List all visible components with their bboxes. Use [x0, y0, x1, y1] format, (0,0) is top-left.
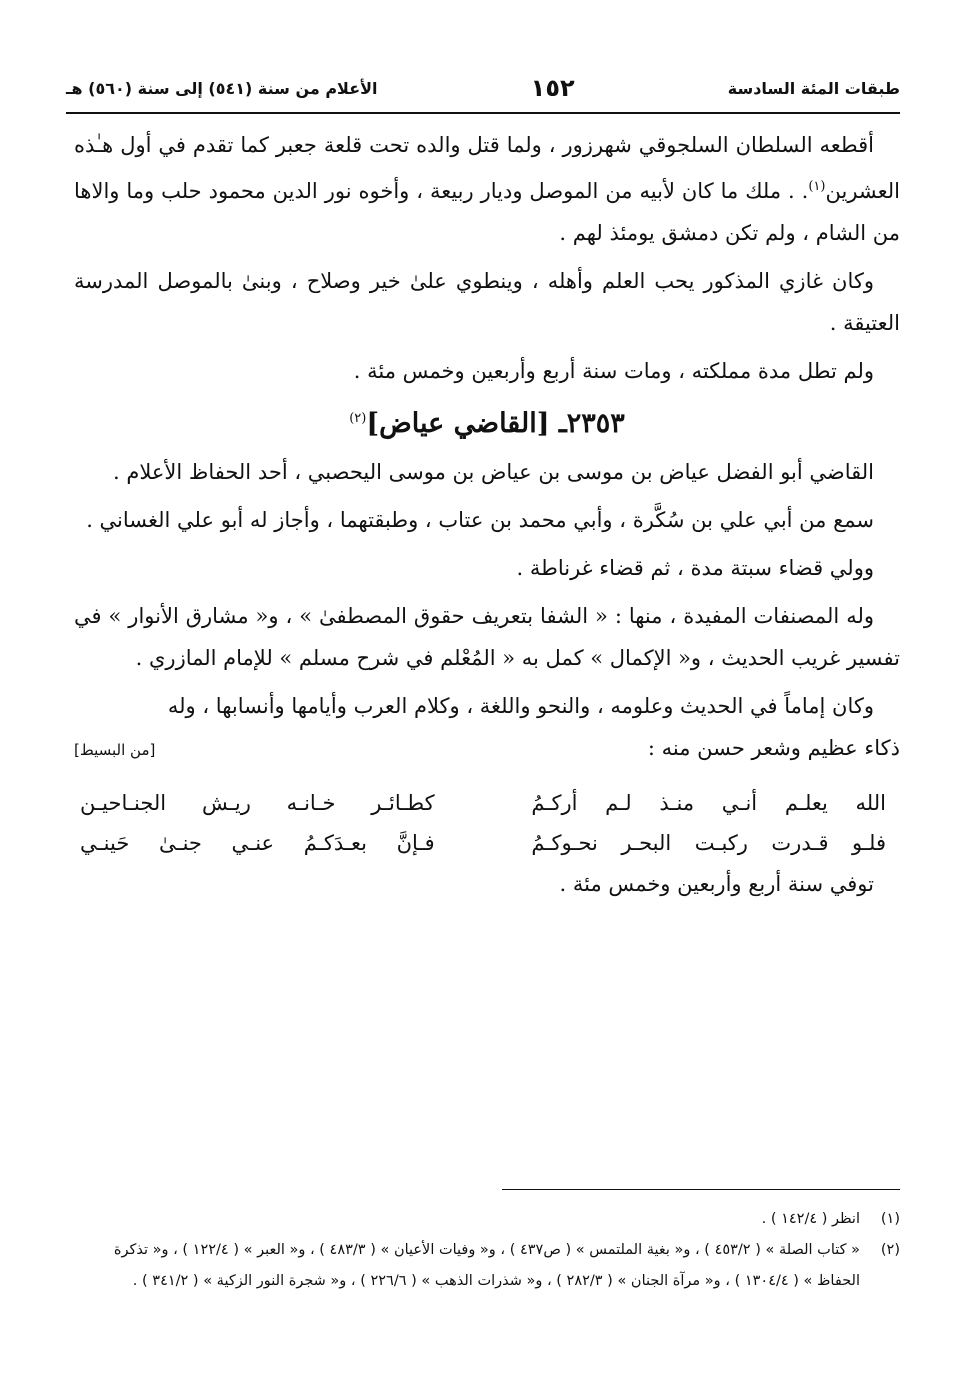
entry-title-text: ٢٣٥٣ـ [القاضي عياض] [366, 408, 625, 439]
header-section-title: طبقات المئة السادسة [727, 78, 900, 98]
paragraph-6: وولي قضاء سبتة مدة ، ثم قضاء غرناطة . [516, 556, 874, 580]
poetic-meter-label: [من البسيط] [74, 741, 156, 759]
first-hemistich: فلـو قـدرت ركبـت البحـر نحـوكـمُ [531, 831, 886, 855]
second-hemistich: كطـائـر خـانـه ريـش الجنـاحيـن [80, 791, 435, 815]
verse-block [74, 783, 900, 863]
paragraph-1-part-a: أقطعه السلطان السلجوقي شهرزور ، ولما قتل والده تحت قلعة جعبر كما تقدم في أول هـٰذه العشرين [74, 133, 900, 203]
header-chapter-range: الأعلام من سنة (٥٤١) إلى سنة (٥٦٠) هـ [66, 78, 378, 98]
paragraph-9: توفي سنة أربع وأربعين وخمس مئة . [559, 872, 874, 896]
footnote-number: (٢) [880, 1242, 900, 1258]
paragraph-5: سمع من أبي علي بن سُكَّرة ، وأبي محمد بن عتاب ، وطبقتهما ، وأجاز له أبو علي الغساني . [86, 508, 874, 532]
first-hemistich: الله يعلـم أنـي منـذ لـم أركـمُ [531, 791, 886, 815]
paragraph-3: ولم تطل مدة مملكته ، ومات سنة أربع وأربعين وخمس مئة . [353, 359, 874, 383]
paragraph-1-part-b: . . ملك ما كان لأبيه من الموصل وديار ربيعة ، وأخوه نور الدين محمود حلب وما والاها من الشام ، ولم تكن دمشق يومئذ لهم . [74, 179, 900, 245]
footnotes [70, 1204, 900, 1297]
verse-intro: ذكاء عظيم وشعر حسن منه : [647, 736, 900, 760]
running-header [66, 72, 900, 104]
footnote-ref-2: (٢) [349, 411, 367, 426]
main-text [74, 124, 900, 911]
footnote [70, 1204, 900, 1235]
entry-title [74, 398, 900, 445]
page-number: ١٥٢ [530, 74, 575, 102]
verse-line [80, 823, 886, 863]
paragraph-8: وكان إماماً في الحديث وعلومه ، والنحو واللغة ، وكلام العرب وأيامها وأنسابها ، وله [167, 694, 874, 718]
header-rule [66, 112, 900, 114]
footnote-number: (١) [880, 1211, 900, 1227]
footnote [70, 1235, 900, 1297]
verse-line [80, 783, 886, 823]
paragraph-4: القاضي أبو الفضل عياض بن موسى بن عياض بن موسى اليحصبي ، أحد الحفاظ الأعلام . [113, 460, 874, 484]
footnote-text: انظر ( ١٤٢/٤ ) . [761, 1211, 860, 1227]
paragraph-7: وله المصنفات المفيدة ، منها : « الشفا بتعريف حقوق المصطفىٰ » ، و« مشارق الأنوار » في تفسير غريب الحديث ، و« الإكمال » كمل به « المُعْلم في شرح مسلم » للإمام المازري . [74, 604, 900, 670]
second-hemistich: فـإنَّ بعـدَكـمُ عنـي جنـىٰ حَينـي [80, 831, 435, 855]
paragraph-2: وكان غازي المذكور يحب العلم وأهله ، وينطوي علىٰ خير وصلاح ، وبنىٰ بالموصل المدرسة العتيقة . [74, 269, 900, 335]
paragraph-1 [74, 124, 900, 254]
footnote-rule [502, 1189, 900, 1190]
footnote-text: « كتاب الصلة » ( ٤٥٣/٢ ) ، و« بغية الملتمس » ( ص٤٣٧ ) ، و« وفيات الأعيان » ( ٤٨٣/٣ ) ، و« العبر » ( ١٢٢/٤ ) ، و« تذكرة الحفاظ » ( ١٣٠٤/٤ ) ، و« مرآة الجنان » ( ٢٨٢/٣ ) ، و« شذرات الذهب » ( ٢٢٦/٦ ) ، و« شجرة النور الزكية » ( ٣٤١/٢ ) . [113, 1242, 860, 1289]
verse-intro-line [74, 727, 900, 771]
footnote-ref-1: (١) [808, 179, 826, 194]
